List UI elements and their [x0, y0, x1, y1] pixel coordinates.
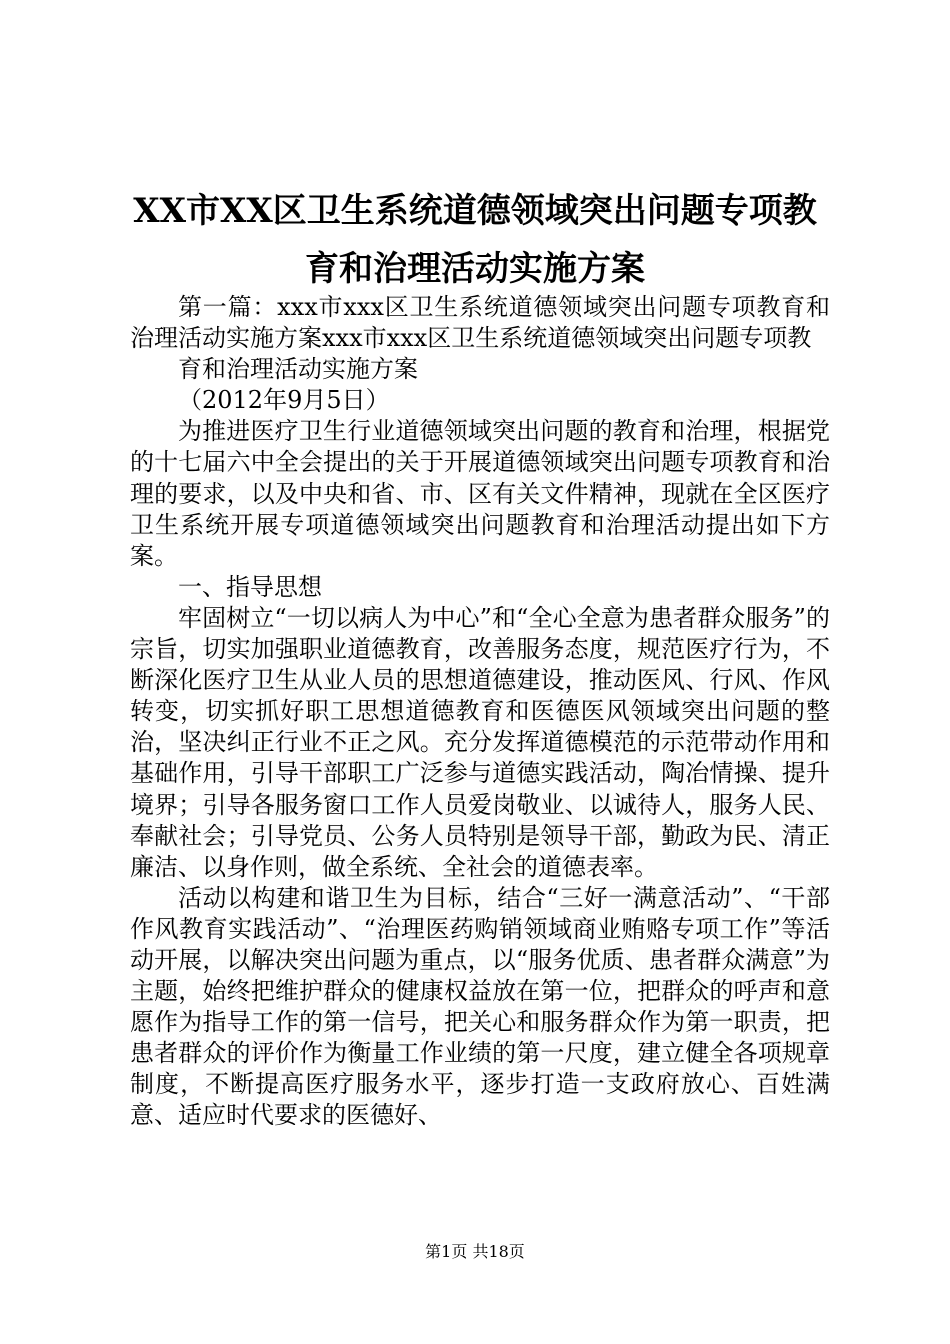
paragraph-heading-intro: 第一篇：xxx市xxx区卫生系统道德领域突出问题专项教育和治理活动实施方案xxx市xxx区卫生系统道德领域突出问题专项教 [130, 293, 830, 353]
title-line-2: 育和治理活动实施方案 [305, 249, 645, 289]
section-heading-guiding-ideology: 一、指导思想 [178, 572, 322, 601]
page-number-footer: 第1页 共18页 [425, 1242, 525, 1261]
paragraph-activity-goal: 活动以构建和谐卫生为目标，结合“三好一满意活动”、“干部作风教育实践活动”、“治理医药购销领域商业贿赂专项工作”等活动开展，以解决突出问题为重点，以“服务优质、患者群众满意”为主题，始终把维护群众的健康权益放在第一位，把群众的呼声和意愿作为指导工作的第一信号，把关心和服务群众作为第一职责，把患者群众的评价作为衡量工作业绩的第一尺度，建立健全各项规章制度，不断提高医疗服务水平，逐步打造一支政府放心、百姓满意、适应时代要求的医德好、 [130, 883, 830, 1130]
paragraph-subtitle: 育和治理活动实施方案 [178, 355, 418, 384]
paragraph-date: （2012年9月5日） [178, 386, 390, 415]
paragraph-guiding-ideology: 牢固树立“一切以病人为中心”和“全心全意为患者群众服务”的宗旨，切实加强职业道德教育，改善服务态度，规范医疗行为，不断深化医疗卫生从业人员的思想道德建设，推动医风、行风、作风转变，切实抓好职工思想道德教育和医德医风领域突出问题的整治，坚决纠正行业不正之风。充分发挥道德模范的示范带动作用和基础作用，引导干部职工广泛参与道德实践活动，陶冶情操、提升境界；引导各服务窗口工作人员爱岗敬业、以诚待人，服务人民、奉献社会；引导党员、公务人员特别是领导干部，勤政为民、清正廉洁、以身作则，做全系统、全社会的道德表率。 [130, 603, 830, 881]
paragraph-purpose: 为推进医疗卫生行业道德领域突出问题的教育和治理，根据党的十七届六中全会提出的关于开展道德领域突出问题专项教育和治理的要求，以及中央和省、市、区有关文件精神，现就在全区医疗卫生系统开展专项道德领域突出问题教育和治理活动提出如下方案。 [130, 417, 830, 570]
title-line-1: XX市XX区卫生系统道德领域突出问题专项教 [133, 191, 817, 231]
document-title [95, 182, 855, 298]
document-body [130, 292, 830, 1132]
